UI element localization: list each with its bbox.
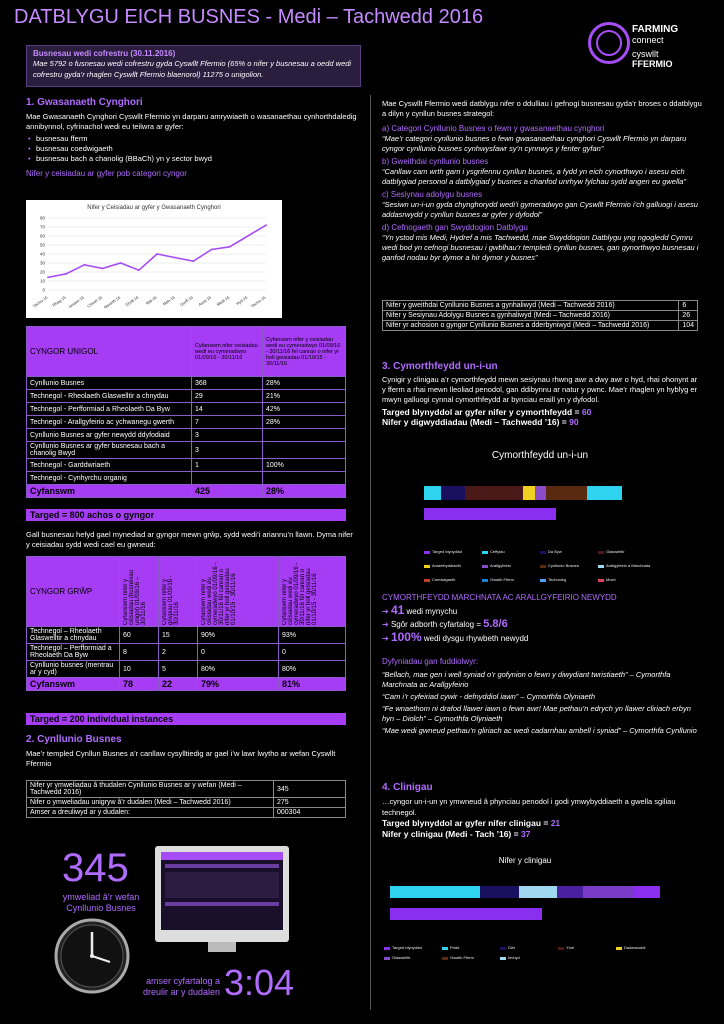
legend-label: Glaswelltir [606,549,625,555]
table-cell: 275 [274,798,346,808]
method-c-heading: c) Sesiynau adolygu busnes [382,190,483,199]
table-cell: 14 [192,403,263,416]
y-tick-label: 40 [39,251,45,257]
table-row [27,627,346,644]
legend-label: Dŵr [508,945,516,951]
time-big-number: 3:04 [224,962,295,1003]
data-point [229,246,231,248]
table-cell: 345 [274,781,346,798]
legend-label: Da Byw [548,549,562,555]
legend-item [482,573,538,583]
legend-item [384,943,440,951]
quotes-section [382,657,702,736]
data-point [156,253,158,255]
y-tick-label: 20 [39,269,45,275]
data-point [65,273,67,275]
chart-heading: Nifer y ceisiadau ar gyfer pob categori cyngor [26,169,187,178]
table-total-value: 22 [159,678,198,691]
table-cell: 0 [198,644,279,661]
legend-swatch [540,551,546,554]
table-cell: Nifer y gweithdai Cynllunio Busnes a gynhaliwyd (Medi – Tachwedd 2016) [383,301,679,311]
table-cell: Technegol - Rheolaeth Glaswelltir a chnydau [27,390,192,403]
data-point [138,269,140,271]
legend-label: Gwaith Fferm [490,577,515,583]
table-cell: Nifer y Sesiynau Adolygu Busnes a gynhaliwyd (Medi – Tachwedd 2016) [383,311,679,321]
individual-target: Targed = 800 achos o gyngor [26,509,346,521]
table-header: Cyfanswm nifer y ceisiadau wedi eu cymeradwyo 01/09/16 - 30/11/16 fel canran o nifer yr holl geisiadau 01/10/15 - 30/11/16 [201,562,237,625]
legend-label: Gwaith Fferm [450,955,475,961]
section-advisory-heading: 1. Gwasanaeth Cynghori [26,97,143,108]
farming-connect-logo [588,22,716,74]
surgeries-target: Targed blynyddol ar gyfer nifer y cymorthfeydd = 60 [382,407,592,417]
table-total-label: Cyfanswm [27,678,120,691]
data-point [211,249,213,251]
table-cell: Nifer o ymweliadau unigryw â’r dudalen (Medi – Tachwedd 2016) [27,798,274,808]
stat-feedback: ➔ Sgôr adborth cyfartalog = 5.8/6 [382,618,508,630]
legend-label: Ceffylau [490,549,505,555]
legend-swatch [540,579,546,582]
y-tick-label: 80 [39,215,45,221]
table-row [27,644,346,661]
monitor-icon [155,846,289,942]
table-cell: 21% [263,390,346,403]
clinics-actual: Nifer y clinigau (Medi - Tach ’16) = 37 [382,829,531,839]
legend-label: Pridd [450,945,460,951]
quote: “Mae wedi gwneud pethau’n gliriach ac wedi cadarnhau ambell i syniad” – Cymorthfa Cynllunio [382,726,697,735]
x-tick-label: Mawrth-16 [102,294,122,310]
y-tick-label: 50 [39,242,45,248]
table-cell: 2 [159,644,198,661]
business-planning-table [26,780,346,818]
x-tick-label: Gorff-16 [179,294,194,308]
table-cell: 6 [679,301,698,311]
section-clinics-intro: …cyngor un-i-un yn ymwneud â phynciau penodol i godi ymwybyddiaeth a gwella sgiliau technegol. [382,797,676,817]
clinics-chart-title: Nifer y clinigau [498,856,552,865]
list-item: • busnesau bach a chanolig (BBaCh) yn y sector bwyd [36,154,366,164]
legend-item [540,545,596,555]
legend-label: Technoleg [548,577,567,583]
x-tick-label: Rhag-15 [51,294,67,308]
table-row [27,429,346,442]
table-cell: Cynllunio Busnes ar gyfer newydd ddyfodiaid [27,429,192,442]
y-tick-label: 70 [39,224,45,230]
table-row [27,403,346,416]
list-item: • busnesau coedwigaeth [36,144,366,154]
legend-item [500,943,556,951]
table-header: Cyfanswm nifer ceisiadau wedi eu cymeradwyo 01/09/16 - 30/11/16 [192,327,263,377]
table-cell: Cynllunio Busnes ar gyfer busnesau bach a chanolig Bwyd [27,442,192,459]
time-label [138,976,220,998]
group-target: Targed = 200 individual instances [26,713,346,725]
x-tick-label: Awst-16 [197,294,213,308]
table-header: Cyfanswm nifer y ceisiadau wedi eu cymeradwyo 01/09/16 - 30/11/16 fel canran o nifer yr holl geisiadau 01/10/15 - 30/11/16 [282,562,318,625]
legend-swatch [424,551,430,554]
advisory-bullets [26,134,366,164]
table-cell: Cynllunio Busnes [27,377,192,390]
table-cell: 80% [279,661,346,678]
table-total-value: 425 [192,485,263,498]
section-business-planning [26,734,356,769]
planning-summary-table [382,300,698,331]
legend-swatch [442,957,448,960]
table-cell: 15 [159,627,198,644]
table-header: Cyfanswm nifer y grwpiau 01/09/16 - 30/11/16 [162,574,180,625]
legend-swatch [384,947,390,950]
data-point [47,277,49,279]
table-row [27,472,346,485]
legend-swatch [384,957,390,960]
y-tick-label: 30 [39,260,45,266]
legend-label: Arallgyfeirio [490,563,511,569]
table-cell: 0 [279,644,346,661]
section-business-planning-heading: 2. Cynllunio Busnes [26,734,122,745]
surgeries-actual: Nifer y digwyddiadau (Medi – Tachwedd ’16) = 90 [382,417,579,427]
marketing-surgeries [382,591,702,645]
legend-item [424,545,480,555]
x-tick-label: Hyd-16 [234,294,249,307]
legend-swatch [598,579,604,582]
table-cell: 28% [263,416,346,429]
method-a-text: “Mae’r categori cynllunio busnes o fewn gwasanaethau cynghori Cyswllt Ffermio yn darparu cyngor cynllunio busnes cynhwysfawr sy’n cynnwys y fenter gyfan” [382,134,687,153]
page-title: DATBLYGU EICH BUSNES - Medi – Tachwedd 2016 [14,6,484,28]
y-tick-label: 0 [42,287,45,293]
legend-item [424,559,480,569]
quotes-heading: Dyfyniadau gan fuddiolwyr: [382,657,479,666]
x-tick-label: Meh-16 [161,294,176,307]
table-header: Cyfanswm nifer y ceisiadau (busnesau unigol) 01/09/16 – 30/11/16 [123,569,147,625]
table-cell: 000304 [274,808,346,818]
column-divider [370,95,371,1010]
clinics-stacked-bar [390,886,660,898]
method-b-heading: b) Gweithdai cynllunio busnes [382,157,489,166]
marketing-heading: CYMORTHFEYDD MARCHNATA AC ARALLGYFEIRIO NEWYDD [382,593,617,602]
advisory-line-chart [26,200,282,318]
legend-label: Cynllunio Busnes [548,563,579,569]
section-surgeries-heading: 3. Cymorthfeydd un-i-un [382,361,498,372]
surgeries-target-bar [424,508,556,520]
table-cell [192,472,263,485]
table-cell: 60 [120,627,159,644]
table-row [27,377,346,390]
legend-item [384,953,440,961]
section-clinics [382,782,702,840]
table-cell: Cynllunio busnes (mentrau ar y cyd) [27,661,120,678]
table-cell: 90% [198,627,279,644]
table-cell: 29 [192,390,263,403]
table-cell: 80% [198,661,279,678]
right-intro: Mae Cyswllt Ffermio wedi datblygu nifer o ddulliau i gefnogi busnesau gyda’r broses o ddatblygu a dilyn y cynllun busnes strategol: [382,99,702,118]
table-cell: Technegol - Arallgyfeirio ac ychwanegu gwerth [27,416,192,429]
x-tick-label: Tachw-16 [249,294,267,309]
table-cell: 368 [192,377,263,390]
registration-body: Mae 5792 o fusnesau wedi cofrestru gyda Cyswllt Ffermio (65% o nifer y busnesau a oedd wedi cofrestru gyda’r rhaglen Cyswllt Ffermio blaenorol) 11275 o unigolion. [33,59,352,79]
data-point [174,257,176,259]
individual-advice-table [26,326,346,498]
table-row [383,311,698,321]
clinics-target-bar [390,908,542,920]
visits-big-number: 345 [62,846,129,890]
section-surgeries-intro: Cynigir y clinigau a’r cymorthfeydd mewn sesiynau rhwng awr a dwy awr o hyd, rhai ohonynt ar y fferm a rhai mewn lleoliad penodol, gan ddibynnu ar natur y pwnc. Mae’r rhaglen yn hyblyg er mwyn galluogi cynnal cymorthfeydd ar bynciau eraill yn y dyfodol. [382,375,698,404]
method-b-text: “Canllaw cam wrth gam i ysgrifennu cynllun busnes, a fydd yn eich cynorthwyo i asesu eich datblygiad personol a datblygiad y busnes a chanfod unrhyw fylchau sydd angen eu gwella” [382,167,686,186]
legend-label: Moch [606,577,616,583]
table-row [27,416,346,429]
legend-swatch [540,565,546,568]
legend-label: Dadansoddi [624,945,646,951]
legend-item [500,953,556,961]
table-cell: 104 [679,321,698,331]
quote: “Fe wnaethom ni drafod llawer iawn o fewn awr! Mae pethau’n edrych yn llawer cliriach erbyn hyn – Diolch” – Cymorthfa Olyniaeth [382,704,691,723]
section-advisory-intro: Mae Gwasanaeth Cynghori Cyswllt Ffermio yn darparu amrywiaeth o wasanaethau cynhorthdaledig annibynnol, cyfrinachol wedi eu teilwra ar gyfer: [26,112,357,131]
legend-swatch [424,565,430,568]
legend-swatch [616,947,622,950]
clock-icon [54,918,130,994]
logo-line2: connect [632,35,664,45]
legend-item [598,559,654,569]
table-row [27,661,346,678]
legend-label: Targed blynyddol [392,945,423,951]
data-point [247,235,249,237]
data-point [83,264,85,266]
table-row [383,321,698,331]
legend-swatch [442,947,448,950]
x-tick-label: Chwef-16 [86,294,104,309]
logo-inner-ring-icon [596,30,622,56]
table-cell [263,472,346,485]
clinics-target: Targed blynyddol ar gyfer nifer clinigau = 21 [382,818,561,828]
registration-heading: Busnesau wedi cofrestru (30.11.2016) [33,49,176,58]
table-header: CYNGOR GRŴP [27,557,120,627]
method-c-text: “Sesiwn un-i-un gyda chynghorydd wedi’i gymeradwyo gan Cyswllt Ffermio i’ch galluogi i asesu addasrwydd y cynllun busnes ar gyfer y dyfodol” [382,200,698,219]
legend-label: Targed blynyddol [432,549,463,555]
table-row [27,442,346,459]
surgeries-chart-title: Cymorthfeydd un-i-un [491,450,589,461]
table-cell [263,442,346,459]
data-point [102,268,104,270]
legend-item [616,943,672,951]
table-header: CYNGOR UNIGOL [27,327,192,377]
legend-swatch [482,551,488,554]
legend-item [482,545,538,555]
table-row [27,808,346,818]
legend-label: Coedwigaeth [432,577,456,583]
method-d-text: “Yn ystod mis Medi, Hydref a mis Tachwedd, mae Swyddogion Datblygu yng ngogledd Cymru wedi bod yn cefnogi busnesau i gwblhau’r templedi cynllun busnes, gan gynorthwyo busnesau i ganfod nodau byr dymor a hir dymor y busnes” [382,233,699,262]
table-cell: Technegol - Garddwriaeth [27,459,192,472]
x-tick-label: Tachw-15 [31,294,49,309]
section-advisory [26,97,366,178]
monitor-stand-icon [208,942,236,952]
group-advice-table [26,556,346,691]
data-point [265,224,267,226]
table-total-label: Cyfanswm [27,485,192,498]
table-cell [263,429,346,442]
x-tick-label: Ebrill-16 [124,294,140,308]
logo-line1: FARMING [632,24,679,35]
table-cell: Technegol - Cynhyrchu organig [27,472,192,485]
table-cell: 42% [263,403,346,416]
method-a-heading: a) Categori Cynllunio Busnes o fewn y gwasanaethau cynghori [382,124,605,133]
stat-learned: ➔ 100% wedi dysgu rhywbeth newydd [382,630,529,644]
legend-swatch [500,957,506,960]
table-cell: Amser a dreuliwyd ar y dudalen: [27,808,274,818]
x-tick-label: Medi-16 [215,294,231,308]
surgeries-legend [424,540,664,582]
list-item: • busnesau fferm [36,134,366,144]
table-row [27,390,346,403]
table-total-value: 78 [120,678,159,691]
y-tick-label: 60 [39,233,45,239]
legend-item [442,943,498,951]
time-label-line1: amser cyfartalog a [145,976,220,986]
legend-item [442,953,498,961]
table-cell: 28% [263,377,346,390]
quote: “Bellach, mae gen i well syniad o’r gofynion o fewn y diwydiant twristiaeth” – Cymorthfa Marchnata ac Arallgyfeirio [382,670,671,689]
table-row [27,459,346,472]
table-cell: 100% [263,459,346,472]
table-row [27,798,346,808]
clinics-legend [384,940,674,960]
table-cell: 3 [192,429,263,442]
data-point [192,260,194,262]
stat-attended: ➔ 41 wedi mynychu [382,603,458,617]
legend-swatch [482,565,488,568]
logo-line3: cyswllt [632,49,659,59]
table-cell: 3 [192,442,263,459]
table-cell: 1 [192,459,263,472]
x-tick-label: Mai-16 [144,294,158,306]
surgeries-stacked-bar [424,486,622,500]
table-row [27,781,346,798]
table-cell: 7 [192,416,263,429]
series-line [48,225,266,277]
visits-label-line2: Cynllunio Busnes [66,903,136,913]
table-cell: 8 [120,644,159,661]
clinics-bar-chart [380,856,670,966]
surgeries-bar-chart [420,450,660,584]
legend-item [482,559,538,569]
legend-label: Glaswelltir [392,955,411,961]
section-business-planning-intro: Mae’r templed Cynllun Busnes a’r canllaw cysylltiedig ar gael i’w lawr lwytho ar wefan Cyswllt Ffermio [26,749,336,768]
legend-item [540,573,596,583]
planning-methods [382,124,702,263]
legend-item [424,573,480,583]
table-cell: Technegol – Perfformiad a Rheolaeth Da Byw [27,644,120,661]
visits-label [58,892,144,914]
table-cell: Nifer yr achosion o gyngor Cynllunio Busnes a dderbyniwyd (Medi – Tachwedd 2016) [383,321,679,331]
legend-item [540,559,596,569]
table-cell: 10 [120,661,159,678]
visits-label-line1: ymweliad â’r wefan [62,892,140,902]
x-tick-label: Ionawr-16 [67,294,85,310]
registration-box [26,45,361,87]
legend-item [558,943,614,951]
logo-line4: FFERMIO [632,59,673,69]
chart-title: Nifer y Ceisiadau ar gyfer y Gwasanaeth Cynghori [87,205,221,211]
group-intro: Gall busnesau hefyd gael mynediad ar gyngor mewn grŵp, sydd wedi’i ariannu’n llawn. Dyma nifer y ceisiadau sydd wedi cael eu gwneud: [26,530,353,549]
table-total-value: 81% [279,678,346,691]
legend-swatch [558,947,564,950]
table-header: Cyfanswm nifer y ceisiadau wedi eu cymeradwyo 01/09/16 - 30/11/16 fel canran o nifer yr holl geisiadau 01/10/15 - 30/11/16 [263,327,346,377]
legend-swatch [500,947,506,950]
legend-label: Iechyd [508,955,520,961]
table-cell: Technegol - Perfformiad a Rheolaeth Da Byw [27,403,192,416]
legend-item [598,573,654,583]
table-cell: 93% [279,627,346,644]
legend-swatch [482,579,488,582]
table-cell: 26 [679,311,698,321]
legend-swatch [424,579,430,582]
quote: “Cam i’r cyfeiriad cywir - defnyddiol iawn” – Cymorthfa Olyniaeth [382,692,595,701]
data-point [120,262,122,264]
table-cell: Nifer yr ymweliadau â thudalen Cynllunio Busnes ar y wefan (Medi – Tachwedd 2016) [27,781,274,798]
legend-swatch [598,565,604,568]
table-total-value: 79% [198,678,279,691]
section-surgeries [382,362,702,427]
legend-label: Arallgyfeirio a Marchnata [606,563,651,569]
table-cell: 5 [159,661,198,678]
legend-label: Ynni [566,945,575,951]
legend-label: Amaethyddiaeth [432,563,461,569]
table-total-value: 28% [263,485,346,498]
time-label-line2: dreulir ar y dudalen [142,987,220,997]
table-cell: Technegol – Rheolaeth Glaswelltir a chnydau [27,627,120,644]
section-clinics-heading: 4. Clinigau [382,782,433,793]
y-tick-label: 10 [39,278,45,284]
method-d-heading: d) Cefnogaeth gan Swyddogion Datblygu [382,223,528,232]
legend-swatch [598,551,604,554]
table-row [383,301,698,311]
legend-item [598,545,654,555]
